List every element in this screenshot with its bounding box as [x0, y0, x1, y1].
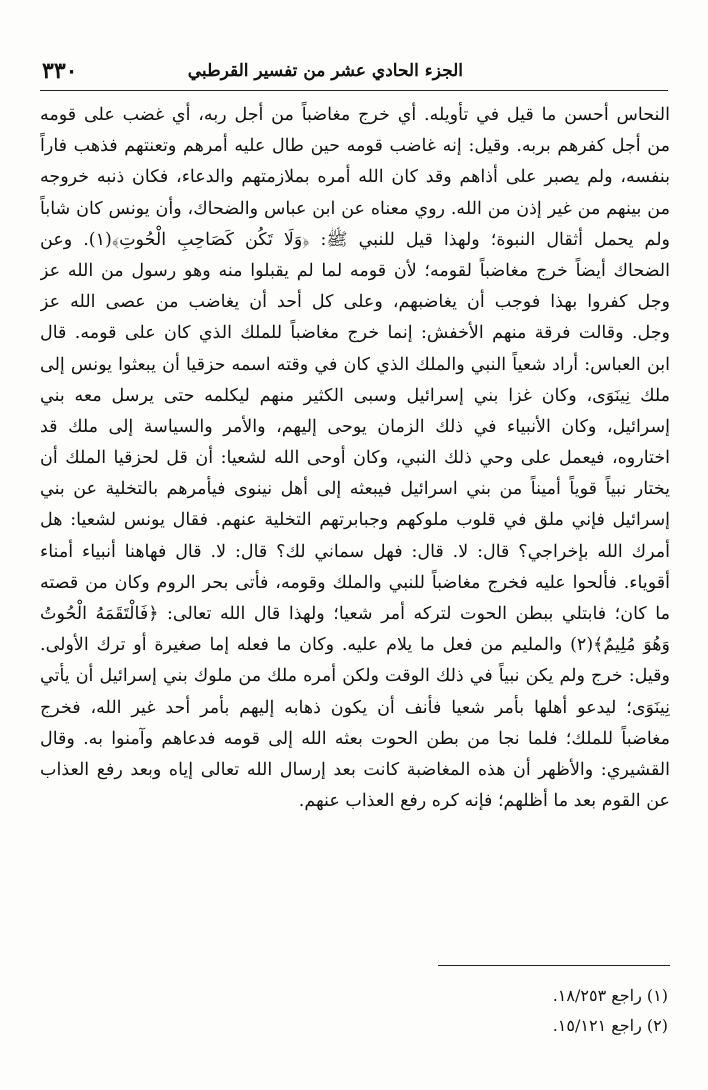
text-line: وجل كفروا بهذا فوجب أن يغاضبهم، وعلى كل أحد أن يغاضب من عصى الله عز [40, 292, 670, 313]
text-line: عن القوم بعد ما أظلهم؛ فإنه كره رفع العذاب عنهم. [298, 791, 670, 812]
footnote: (٢) راجع ١٥/١٢١. [552, 1016, 668, 1035]
text-line: يختار نبياً قوياً أميناً من بني اسرائيل فيبعثه إلى أهل نينوى فيأمرهم بالتخلية عن بني [40, 479, 670, 500]
text-line: بنفسه، ولم يصبر على أذاهم وقد كان الله أمره بملازمتهم والدعاء، فكان ذنبه خروجه [40, 167, 670, 188]
text-line: أمرك الله بإخراجي؟ قال: لا. قال: فهل سماني لك؟ قال: لا. قال فهاهنا أنبياء أمناء [40, 541, 670, 562]
text-line: من بينهم من غير إذن من الله. روي معناه عن ابن عباس والضحاك، وأن يونس كان شاباً [40, 198, 670, 219]
text-line: نِينَوَى؛ ليدعو أهلها بأمر شعيا فأنف أن يكون ذهابه إليهم بأمر أحد غير الله، فخرج [40, 697, 670, 718]
footnote-separator [438, 965, 670, 966]
text-line: الضحاك أيضاً خرج مغاضباً لقومه؛ لأن قومه لما لم يقبلوا منه وهو رسول من الله عز [40, 260, 670, 281]
text-line: مغاضباً للملك؛ فلما نجا من بطن الحوت بعثه الله إلى قومه فدعاهم وآمنوا به. وقال [40, 728, 670, 749]
text-line: إسرائيل، وكان الأنبياء في ذلك الزمان يوحى إليهم، والأمر والسياسة إلى ملك قد [40, 416, 670, 437]
text-line: ابن العباس: أراد شعياً النبي والملك الذي كان في وقته اسمه حزقيا أن يبعثوا يونس إلى [40, 354, 670, 375]
footnote: (١) راجع ١٨/٢٥٣. [552, 986, 668, 1005]
page-number: ٣٣٠ [42, 58, 78, 84]
text-line: ملك نِينَوَى، وكان غزا بني إسرائيل وسبى الكثير منهم ليكلمه حتى يرسل معه بني [40, 385, 670, 406]
text-line: اختاروه، فيعمل على وحي ذلك النبي، وكان أوحى الله لشعيا: أن قل لحزقيا الملك أن [40, 448, 670, 469]
text-line: أقوياء. فألحوا عليه فخرج مغاضباً للنبي والملك وقومه، فأتى بحر الروم وكان من قصته [40, 572, 670, 593]
running-title: الجزء الحادي عشر من تفسير القرطبي [187, 61, 463, 81]
text-line: وقيل: خرج ولم يكن نبياً في ذلك الوقت ولكن أمره ملك من ملوك بني إسرائيل أن يأتي [40, 666, 670, 687]
text-line: القشيري: والأظهر أن هذه المغاضبة كانت بعد إرسال الله تعالى إياه وبعد رفع العذاب [40, 759, 670, 780]
body-text [40, 100, 670, 817]
page-header [40, 58, 668, 91]
text-line: النحاس أحسن ما قيل في تأويله. أي خرج مغاضباً من أجل ربه، أي غضب على قومه [40, 105, 670, 125]
text-line: ما كان؛ فابتلي ببطن الحوت لتركه أمر شعيا؛ ولهذا قال الله تعالى: ﴿فَالْتَقَمَهُ الْحُوتُ [40, 604, 670, 624]
text-line: إسرائيل فإني ملق في قلوب ملوكهم وجبابرتهم التخلية عنهم. فقال يونس لشعيا: هل [40, 510, 670, 531]
text-line: ولم يحمل أثقال النبوة؛ ولهذا قيل للنبي ﷺ: ﴿وَلَا تَكُن كَصَاحِبِ الْحُوتِ﴾(١). وعن [40, 229, 670, 250]
text-line: وجل. وقالت فرقة منهم الأخفش: إنما خرج مغاضباً للملك الذي كان على قومه. قال [40, 323, 670, 344]
text-line: من أجل كفرهم بربه. وقيل: إنه غاضب قومه حين طال عليه أمرهم وتعنتهم فذهب فاراً [40, 136, 670, 157]
text-line: وَهُوَ مُلِيمٌ﴾(٢) والمليم من فعل ما يلام عليه. وكان ما فعله إما صغيرة أو ترك الأولى. [40, 635, 670, 656]
footnotes [408, 981, 668, 1041]
